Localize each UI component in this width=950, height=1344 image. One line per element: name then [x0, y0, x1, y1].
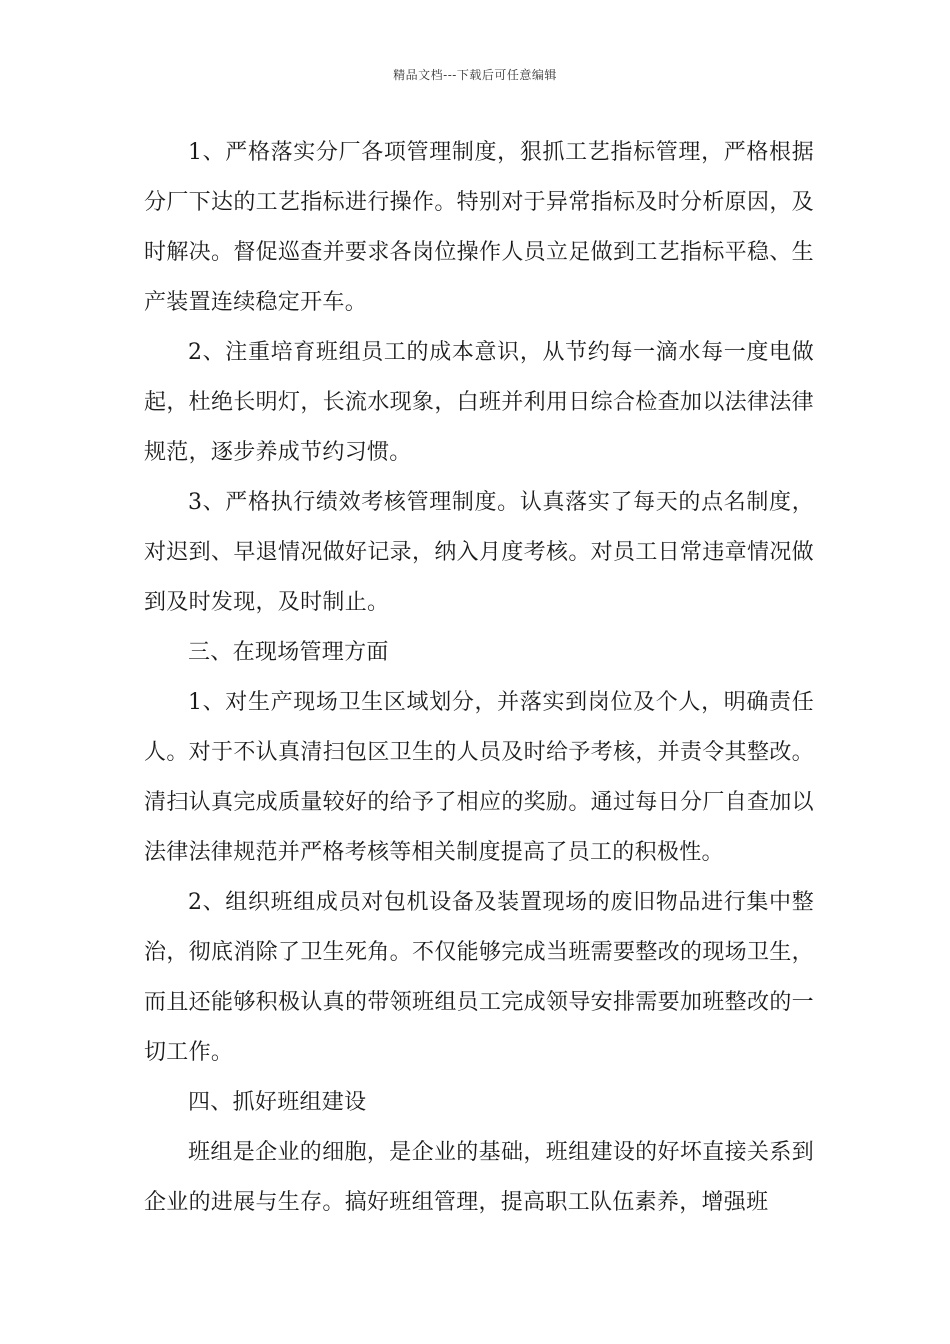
paragraph-5: 2、组织班组成员对包机设备及装置现场的废旧物品进行集中整治，彻底消除了卫生死角。不仅能够完成当班需要整改的现场卫生，而且还能够积极认真的带领班组员工完成领导安排需要加班整改的一切工作。 — [144, 890, 814, 1065]
paragraph-3: 3、严格执行绩效考核管理制度。认真落实了每天的点名制度，对迟到、早退情况做好记录，纳入月度考核。对员工日常违章情况做到及时发现，及时制止。 — [144, 490, 814, 615]
section-heading-4: 四、抓好班组建设 — [188, 1090, 367, 1115]
paragraph-4: 1、对生产现场卫生区域划分，并落实到岗位及个人，明确责任人。对于不认真清扫包区卫生的人员及时给予考核，并责令其整改。清扫认真完成质量较好的给予了相应的奖励。通过每日分厂自查加以法律法律规范并严格考核等相关制度提高了员工的积极性。 — [144, 690, 814, 865]
paragraph-2: 2、注重培育班组员工的成本意识，从节约每一滴水每一度电做起，杜绝长明灯，长流水现象，白班并利用日综合检查加以法律法律规范，逐步养成节约习惯。 — [144, 340, 814, 465]
section-heading-3: 三、在现场管理方面 — [188, 640, 389, 665]
page-header: 精品文档---下载后可任意编辑 — [393, 68, 557, 82]
paragraph-1: 1、严格落实分厂各项管理制度，狠抓工艺指标管理，严格根据分厂下达的工艺指标进行操作。特别对于异常指标及时分析原因，及时解决。督促巡查并要求各岗位操作人员立足做到工艺指标平稳、生产装置连续稳定开车。 — [144, 140, 814, 315]
document-body — [144, 128, 814, 1228]
paragraph-6: 班组是企业的细胞，是企业的基础，班组建设的好坏直接关系到企业的进展与生存。搞好班组管理，提高职工队伍素养，增强班 — [144, 1140, 814, 1215]
